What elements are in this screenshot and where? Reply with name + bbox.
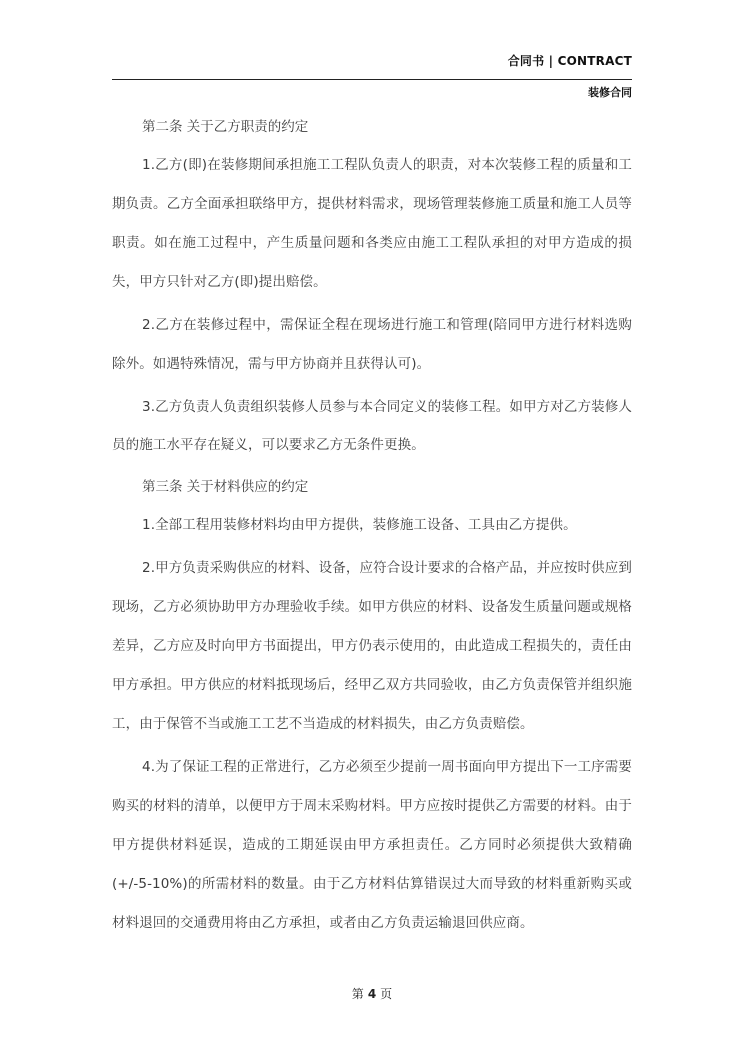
page-number: 4 <box>367 987 377 1001</box>
paragraph: 2.乙方在装修过程中，需保证全程在现场进行施工和管理(陪同甲方进行材料选购除外。如遇特殊情况，需与甲方协商并且获得认可)。 <box>112 317 632 372</box>
page-number-suffix: 页 <box>380 987 393 1001</box>
page-number-prefix: 第 <box>351 987 364 1001</box>
paragraph: 2.甲方负责采购供应的材料、设备，应符合设计要求的合格产品，并应按时供应到现场，乙方必须协助甲方办理验收手续。如甲方供应的材料、设备发生质量问题或规格差异，乙方应及时向甲方书面提出，甲方仍表示使用的，由此造成工程损失的，责任由甲方承担。甲方供应的材料抵现场后，经甲乙双方共同验收，由乙方负责保管并组织施工，由于保管不当或施工工艺不当造成的材料损失，由乙方负责赔偿。 <box>112 560 632 732</box>
paragraph: 1.全部工程用装修材料均由甲方提供，装修施工设备、工具由乙方提供。 <box>142 517 577 533</box>
page-footer <box>0 985 744 1002</box>
paragraph: 1.乙方(即)在装修期间承担施工工程队负责人的职责，对本次装修工程的质量和工期负责。乙方全面承担联络甲方，提供材料需求，现场管理装修施工质量和施工人员等职责。如在施工过程中，产生质量问题和各类应由施工工程队承担的对甲方造成的损失，甲方只针对乙方(即)提出赔偿。 <box>112 157 632 290</box>
section-heading-article-3: 第三条 关于材料供应的约定 <box>142 479 309 495</box>
header-subtitle: 装修合同 <box>588 86 632 99</box>
section-heading-article-2: 第二条 关于乙方职责的约定 <box>142 119 309 135</box>
header-title: 合同书 | CONTRACT <box>507 54 632 68</box>
paragraph: 3.乙方负责人负责组织装修人员参与本合同定义的装修工程。如甲方对乙方装修人员的施工水平存在疑义，可以要求乙方无条件更换。 <box>112 399 632 453</box>
document-body <box>112 108 632 947</box>
header-divider <box>112 79 632 80</box>
paragraph: 4.为了保证工程的正常进行，乙方必须至少提前一周书面向甲方提出下一工序需要购买的材料的清单，以便甲方于周末采购材料。甲方应按时提供乙方需要的材料。由于甲方提供材料延误，造成的工期延误由甲方承担责任。乙方同时必须提供大致精确(+/-5-10%)的所需材料的数量。由于乙方材料估算错误过大而导致的材料重新购买或材料退回的交通费用将由乙方承担，或者由乙方负责运输退回供应商。 <box>112 759 632 931</box>
